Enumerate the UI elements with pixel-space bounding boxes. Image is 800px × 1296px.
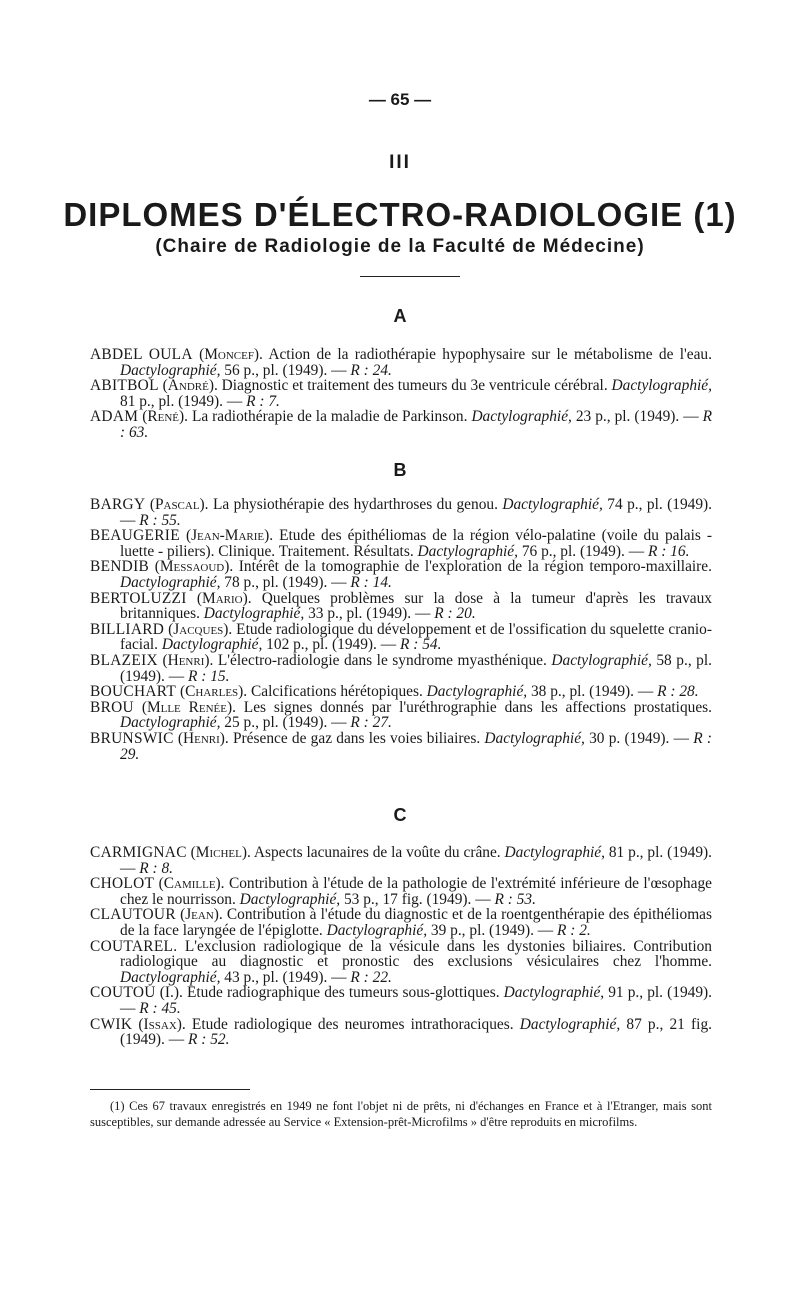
entry-format: Dactylographié, [611, 377, 712, 395]
bibliography-entry [90, 907, 712, 938]
author-name: ABDEL OULA [90, 346, 193, 363]
entry-reference: R : 24. [350, 361, 392, 379]
bibliography-entry [90, 731, 712, 762]
author-name: CWIK [90, 1015, 133, 1033]
entry-format: Dactylographié, [426, 683, 528, 701]
author-name: COUTAREL. [90, 937, 178, 955]
entry-format: Dactylographié, [471, 408, 572, 426]
page-number: — 65 — [368, 90, 432, 109]
author-name: BLAZEIX [90, 651, 158, 669]
entry-details: 78 p., pl. (1949). — [220, 573, 351, 591]
author-given-name: (Mlle Renée). [141, 698, 236, 716]
author-name: ABITBOL [90, 377, 159, 395]
entry-reference: R : 52. [187, 1031, 230, 1049]
entry-details: 74 p., pl. (1949). — [120, 496, 713, 529]
author-given-name: (René). [142, 408, 188, 426]
section-a [90, 347, 712, 441]
footnote-divider [90, 1089, 250, 1090]
entry-reference: R : 27. [350, 714, 392, 732]
entry-title: La radiothérapie de la maladie de Parkinson. [187, 408, 472, 426]
entry-format: Dactylographié, [519, 1015, 621, 1033]
author-given-name: (Moncef). [199, 346, 263, 363]
entry-reference: R : 45. [139, 999, 181, 1017]
author-given-name: (Jean-Marie). [185, 527, 274, 545]
entry-title: Etude des épithéliomas de la région vélo-palatine (voile du palais - luette - piliers). Clinique. Traitement. Résultats. [120, 527, 712, 560]
chapter-number: III [389, 152, 411, 173]
author-name: BERTOLUZZI [90, 589, 187, 607]
entry-title: L'exclusion radiologique de la vésicule dans les dystonies biliaires. Contribution radiologique au diagnostic et pronostic des exclusions vésiculaires chez l'homme. [120, 937, 712, 971]
entry-details: 91 p., pl. (1949). — [120, 984, 713, 1017]
entry-title: L'électro-radiologie dans le syndrome myasthénique. [213, 651, 552, 669]
bibliography-entry [90, 559, 712, 590]
section-letter-b: B [393, 460, 407, 480]
author-given-name: (Pascal). [149, 496, 209, 513]
entry-details: 58 p., pl. (1949). — [120, 651, 712, 685]
entry-title: La physiothérapie des hydarthroses du genou. [208, 496, 503, 513]
author-given-name: (Henri). [177, 729, 229, 747]
bibliography-entry [90, 684, 712, 700]
entry-details: 81 p., pl. (1949). — [120, 392, 247, 410]
page-title: DIPLOMES D'ÉLECTRO-RADIOLOGIE (1) [63, 196, 737, 233]
entry-reference: R : 22. [350, 968, 392, 986]
title-divider [360, 276, 460, 277]
bibliography-entry [90, 845, 712, 876]
bibliography-entry [90, 700, 712, 731]
entry-title: Contribution à l'étude de la pathologie de l'extrémité inférieure de l'œsophage chez le nourrisson. [120, 875, 712, 908]
entry-title: Intérêt de la tomographie de l'exploration de la région temporo-maxillaire. [233, 558, 712, 576]
entry-details: 87 p., 21 fig. (1949). — [120, 1015, 712, 1049]
entry-details: 53 p., 17 fig. (1949). — [340, 890, 495, 908]
bibliography-entry [90, 591, 712, 622]
author-name: COUTOU [90, 984, 156, 1002]
entry-format: Dactylographié, [120, 714, 221, 732]
entry-format: Dactylographié, [120, 361, 221, 379]
entry-reference: R : 16. [647, 542, 690, 560]
author-given-name: (André). [162, 377, 218, 395]
entry-reference: R : 28. [657, 683, 699, 701]
entry-details: 102 p., pl. (1949). — [262, 636, 400, 654]
entry-format: Dactylographié, [504, 844, 605, 861]
section-c [90, 845, 712, 1048]
author-name: BARGY [90, 496, 146, 513]
entry-details: 81 p., pl. (1949). — [120, 844, 712, 877]
bibliography-entry [90, 528, 712, 559]
author-given-name: (Henri). [162, 651, 214, 669]
entry-title: Les signes donnés par l'uréthrographie dans les affections prostatiques. [235, 698, 713, 716]
author-given-name: (Messaoud). [154, 558, 234, 576]
entry-details: 30 p. (1949). — [584, 729, 694, 747]
entry-details: 23 p., pl. (1949). — [571, 408, 703, 426]
author-given-name: (Charles). [180, 683, 248, 701]
entry-format: Dactylographié, [484, 729, 585, 747]
entry-details: 38 p., pl. (1949). — [527, 683, 658, 701]
entry-reference: R : 2. [557, 921, 591, 939]
entry-title: Etude radiologique du développement et de l'ossification du squelette cranio-facial. [120, 620, 712, 654]
entry-format: Dactylographié, [203, 605, 305, 623]
entry-title: Quelques problèmes sur la dose à la tumeur d'après les travaux britanniques. [120, 589, 712, 623]
entry-details: 43 p., pl. (1949). — [220, 968, 351, 986]
entry-title: Etude radiologique des neuromes intrathoraciques. [185, 1015, 520, 1033]
entry-reference: R : 7. [246, 392, 280, 410]
entry-details: 25 p., pl. (1949). — [220, 714, 351, 732]
entry-title: Action de la radiothérapie hypophysaire sur le métabolisme de l'eau. [262, 346, 712, 363]
entry-reference: R : 8. [139, 859, 174, 877]
author-name: CARMIGNAC [90, 844, 187, 861]
entry-details: 76 p., pl. (1949). — [517, 542, 648, 560]
author-given-name: (Camille). [158, 875, 225, 893]
section-b [90, 497, 712, 762]
author-name: ADAM [90, 408, 139, 426]
author-given-name: (I.). [159, 984, 183, 1002]
section-letter-a: A [393, 306, 407, 326]
author-name: BILLIARD [90, 620, 165, 638]
entry-title: Diagnostic et traitement des tumeurs du 3e ventricule cérébral. [217, 377, 612, 395]
bibliography-entry [90, 939, 712, 986]
entry-reference: R : 20. [434, 605, 476, 623]
entry-title: Calcifications hérétopiques. [247, 683, 427, 701]
bibliography-entry [90, 378, 712, 409]
bibliography-entry [90, 985, 712, 1016]
author-given-name: (Mario). [196, 589, 252, 607]
entry-title: Contribution à l'étude du diagnostic et de la roentgenthérapie des épithéliomas de la face laryngée de l'épiglotte. [120, 906, 712, 939]
entry-format: Dactylographié, [120, 968, 221, 986]
author-name: CLAUTOUR [90, 906, 176, 924]
entry-reference: R : 14. [350, 573, 392, 591]
bibliography-entry [90, 622, 712, 653]
entry-reference: R : 15. [187, 667, 230, 685]
entry-format: Dactylographié, [326, 921, 428, 939]
author-name: BENDIB [90, 558, 150, 576]
entry-details: 39 p., pl. (1949). — [427, 921, 558, 939]
author-name: CHOLOT [90, 875, 155, 893]
bibliography-entry [90, 653, 712, 684]
entry-format: Dactylographié, [239, 890, 341, 908]
entry-format: Dactylographié, [502, 496, 603, 513]
entry-format: Dactylographié, [161, 636, 263, 654]
entry-title: Présence de gaz dans les voies biliaires. [228, 729, 485, 747]
entry-reference: R : 53. [494, 890, 536, 908]
bibliography-entry [90, 409, 712, 440]
page-subtitle: (Chaire de Radiologie de la Faculté de Médecine) [155, 236, 645, 257]
author-given-name: (Issax). [138, 1015, 186, 1033]
section-letter-c: C [393, 805, 407, 825]
entry-reference: R : 55. [139, 511, 181, 529]
author-name: BEAUGERIE [90, 527, 180, 545]
author-given-name: (Jean). [180, 906, 223, 924]
entry-title: Etude radiographique des tumeurs sous-glottiques. [182, 984, 504, 1002]
bibliography-entry [90, 497, 712, 528]
author-name: BOUCHART [90, 683, 177, 701]
bibliography-entry [90, 876, 712, 907]
entry-format: Dactylographié, [120, 573, 221, 591]
entry-reference: R : 54. [399, 636, 442, 654]
entry-details: 56 p., pl. (1949). — [220, 361, 351, 379]
author-given-name: (Michel). [190, 844, 251, 861]
entry-reference: R : 63. [120, 408, 712, 441]
bibliography-entry [90, 347, 712, 378]
entry-reference: R : 29. [120, 729, 712, 763]
entry-format: Dactylographié, [503, 984, 605, 1002]
bibliography-entry [90, 1017, 712, 1048]
author-given-name: (Jacques). [168, 620, 233, 638]
entry-format: Dactylographié, [417, 542, 518, 560]
entry-title: Aspects lacunaires de la voûte du crâne. [250, 844, 505, 861]
author-name: BROU [90, 698, 134, 716]
entry-format: Dactylographié, [551, 651, 652, 669]
entry-details: 33 p., pl. (1949). — [304, 605, 435, 623]
footnote: (1) Ces 67 travaux enregistrés en 1949 ne font l'objet ni de prêts, ni d'échanges en France et à l'Etranger, mais sont susceptibles, sur demande adressée au Service « Extension-prêt-Microfilms » d'être reproduits en microfilms. [90, 1099, 712, 1129]
author-name: BRUNSWIC [90, 729, 174, 747]
